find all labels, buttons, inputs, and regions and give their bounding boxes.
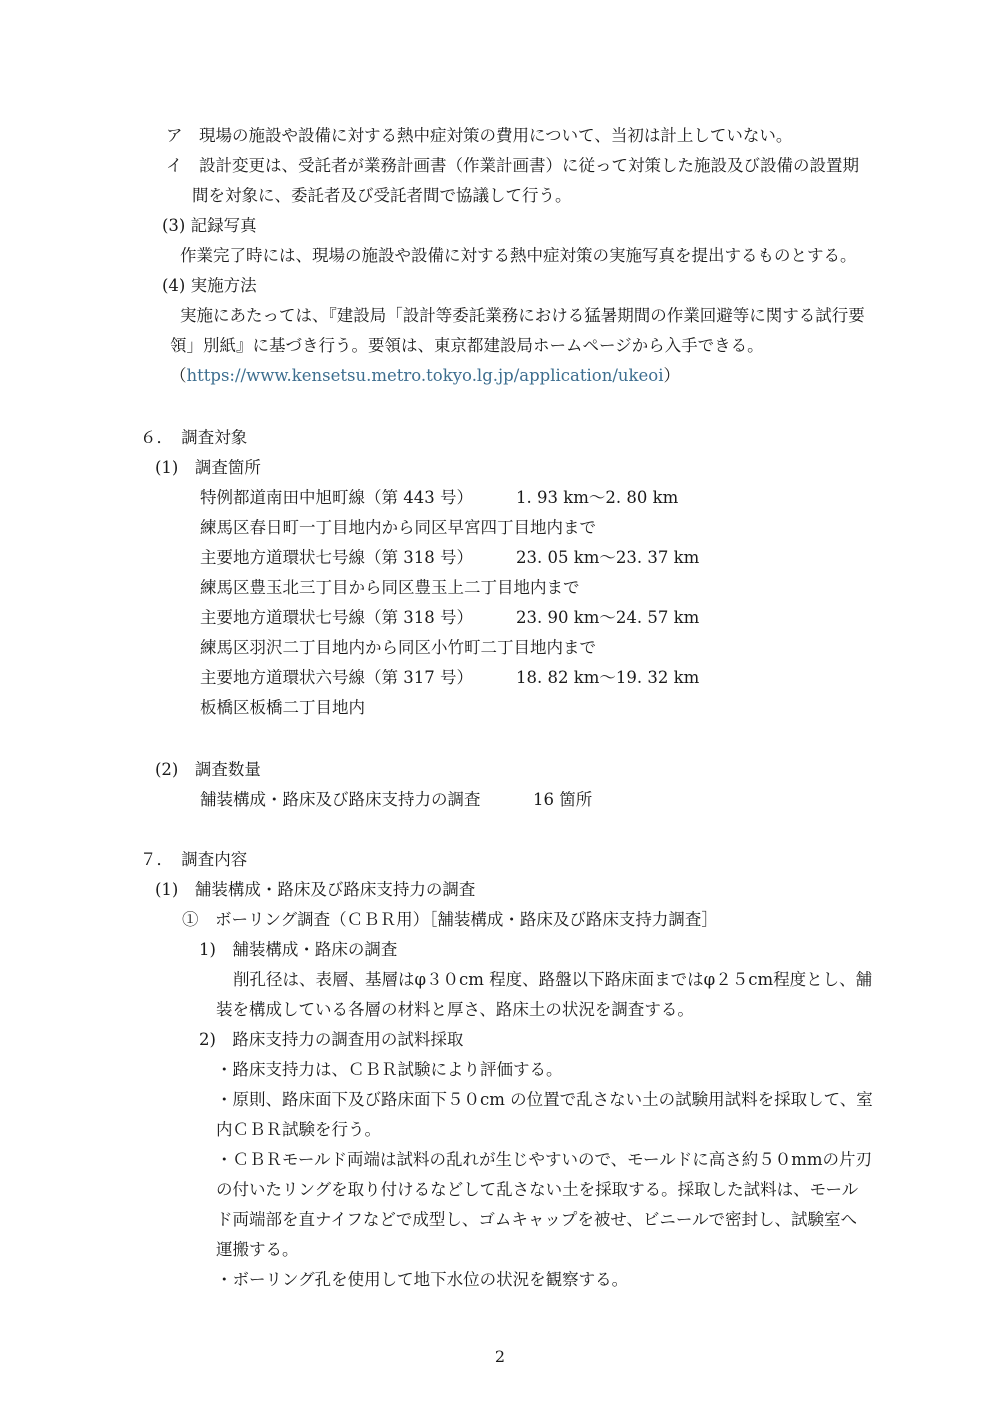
location-area-4: 板橋区板橋二丁目地内 — [200, 698, 365, 717]
location-area-3: 練馬区羽沢二丁目地内から同区小竹町二丁目地内まで — [200, 638, 596, 657]
section-6-heading: ６． 調査対象 — [140, 428, 248, 447]
pavement-survey-heading: 1) 舗装構成・路床の調査 — [199, 940, 398, 959]
location-route-2: 主要地方道環状七号線（第 318 号） 23. 05 km～23. 37 km — [200, 546, 473, 570]
location-area-1: 練馬区春日町一丁目地内から同区早宮四丁目地内まで — [200, 518, 596, 537]
location-km-1: 1. 93 km～2. 80 km — [516, 488, 679, 507]
boring-survey-item: ① ボーリング調査（ＣＢＲ用）［舗装構成・路床及び路床支持力調査］ — [182, 910, 718, 929]
record-photo-text: 作業完了時には、現場の施設や設備に対する熱中症対策の実施写真を提出するものとする。 — [180, 246, 857, 265]
location-km-2: 23. 05 km～23. 37 km — [516, 548, 700, 567]
bullet-2-line2: 内ＣＢＲ試験を行う。 — [216, 1120, 381, 1139]
bullet-3-line3: ド両端部を直ナイフなどで成型し、ゴムキャップを被せ、ビニールで密封し、試験室へ — [216, 1210, 858, 1229]
sub-heading-1: (1) 舗装構成・路床及び路床支持力の調査 — [155, 880, 476, 899]
section-7-heading: ７． 調査内容 — [140, 850, 248, 869]
pavement-survey-text-line1: 削孔径は、表層、基層はφ３０cm 程度、路盤以下路床面まではφ２５cm程度とし、舗 — [233, 970, 873, 989]
location-km-4: 18. 82 km～19. 32 km — [516, 668, 700, 687]
location-route-3: 主要地方道環状七号線（第 318 号） 23. 90 km～24. 57 km — [200, 606, 473, 630]
method-text-line2: 領」別紙』に基づき行う。要領は、東京都建設局ホームページから入手できる。 — [170, 336, 764, 355]
bullet-2-line1: ・原則、路床面下及び路床面下５０cm の位置で乱さない土の試験用試料を採取して、室 — [216, 1090, 873, 1109]
location-km-3: 23. 90 km～24. 57 km — [516, 608, 700, 627]
bullet-4: ・ボーリング孔を使用して地下水位の状況を観察する。 — [216, 1270, 629, 1289]
bullet-3-line2: の付いたリングを取り付けるなどして乱さない土を採取する。採取した試料は、モール — [216, 1180, 859, 1199]
pavement-survey-text-line2: 装を構成している各層の材料と厚さ、路床土の状況を調査する。 — [216, 1000, 694, 1019]
kensetsu-url-link[interactable]: https://www.kensetsu.metro.tokyo.lg.jp/application/ukeoi — [186, 366, 664, 385]
page-number: 2 — [494, 1347, 506, 1366]
paren-close: ） — [663, 366, 680, 385]
sampling-heading: 2) 路床支持力の調査用の試料採取 — [199, 1030, 464, 1049]
url-line — [170, 364, 680, 388]
cost-item-a: ア 現場の施設や設備に対する熱中症対策の費用について、当初は計上していない。 — [166, 126, 793, 145]
paren-open: （ — [170, 366, 187, 385]
method-text-line1: 実施にあたっては、『建設局「設計等委託業務における猛暑期間の作業回避等に関する試行要 — [180, 306, 865, 325]
bullet-3-line1: ・ＣＢＲモールド両端は試料の乱れが生じやすいので、モールドに高さ約５０mmの片刃 — [216, 1150, 872, 1169]
survey-quantity-value: 16 箇所 — [533, 790, 593, 809]
record-photo-heading: (3) 記録写真 — [162, 216, 257, 235]
survey-quantity-heading: (2) 調査数量 — [155, 760, 261, 779]
method-heading: (4) 実施方法 — [162, 276, 257, 295]
location-area-2: 練馬区豊玉北三丁目から同区豊玉上二丁目地内まで — [200, 578, 580, 597]
bullet-1: ・路床支持力は、ＣＢＲ試験により評価する。 — [216, 1060, 563, 1079]
location-route-1: 特例都道南田中旭町線（第 443 号） 1. 93 km～2. 80 km — [200, 486, 473, 510]
survey-location-heading: (1) 調査箇所 — [155, 458, 261, 477]
survey-quantity-item: 舗装構成・路床及び路床支持力の調査 16 箇所 — [200, 788, 481, 812]
location-route-4: 主要地方道環状六号線（第 317 号） 18. 82 km～19. 32 km — [200, 666, 473, 690]
cost-item-i-line2: 間を対象に、委託者及び受託者間で協議して行う。 — [192, 186, 572, 205]
bullet-3-line4: 運搬する。 — [216, 1240, 299, 1259]
cost-item-i-line1: イ 設計変更は、受託者が業務計画書（作業計画書）に従って対策した施設及び設備の設置期 — [166, 156, 859, 175]
